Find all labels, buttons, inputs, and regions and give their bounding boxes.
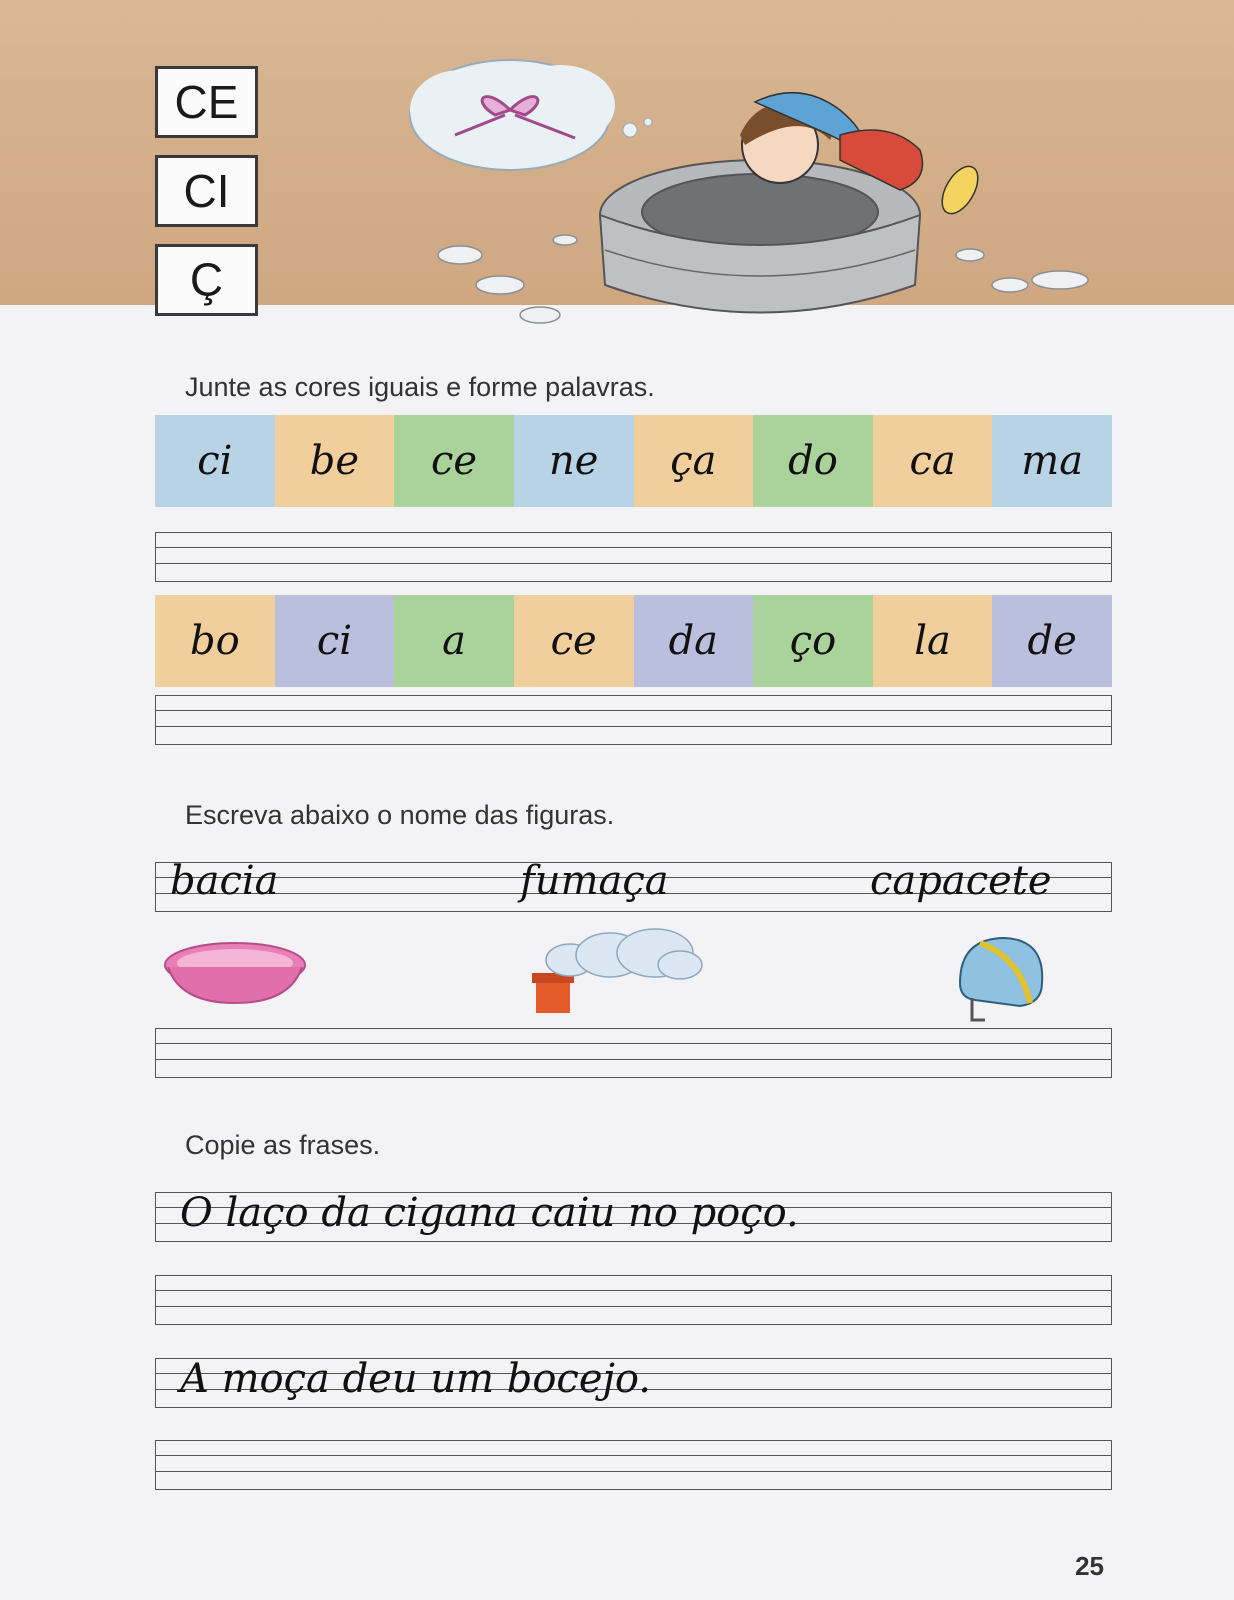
instruction-copy-sentences: Copie as frases. [185,1130,381,1160]
syllable-strip-1 [155,415,1112,507]
word-capacete: capacete [870,858,1052,904]
writing-lines-5[interactable] [155,1440,1112,1490]
well-icon [600,160,920,313]
instruction-join-colors: Junte as cores iguais e forme palavras. [185,372,655,402]
instruction-write-names: Escreva abaixo o nome das figuras. [185,800,615,830]
syllable-box-ce: CE [155,66,258,138]
syllable-cell[interactable]: be [275,415,395,507]
page-number: 25 [1075,1551,1104,1581]
syllable-cell[interactable]: ne [514,415,634,507]
syllable-box-ci: CI [155,155,258,227]
syllable-cell[interactable]: ço [753,595,873,687]
syllable-cell[interactable]: ma [992,415,1112,507]
thought-cloud [410,60,652,170]
syllable-cell[interactable]: ca [873,415,993,507]
writing-lines-1[interactable] [155,532,1112,582]
writing-lines-2[interactable] [155,695,1112,745]
writing-lines-4[interactable] [155,1275,1112,1325]
syllable-cell[interactable]: ci [275,595,395,687]
syllable-cell[interactable]: de [992,595,1112,687]
syllable-cell[interactable]: ce [394,415,514,507]
girl-at-well-illustration [400,40,1120,340]
sentence-1: O laço da cigana caiu no poço. [180,1190,799,1236]
syllable-cell[interactable]: ça [634,415,754,507]
helmet-icon [950,928,1050,1028]
syllable-cell[interactable]: ci [155,415,275,507]
syllable-cell[interactable]: da [634,595,754,687]
writing-lines-3[interactable] [155,1028,1112,1078]
syllable-cell[interactable]: ce [514,595,634,687]
syllable-cell[interactable]: a [394,595,514,687]
word-bacia: bacia [170,858,279,904]
syllable-box-cedilla: Ç [155,244,258,316]
syllable-strip-2 [155,595,1112,687]
basin-icon [160,935,310,1010]
smoke-icon [530,925,710,1020]
syllable-cell[interactable]: bo [155,595,275,687]
sentence-2: A moça deu um bocejo. [180,1356,651,1402]
word-fumaca: fumaça [520,858,669,904]
syllable-cell[interactable]: do [753,415,873,507]
syllable-cell[interactable]: la [873,595,993,687]
